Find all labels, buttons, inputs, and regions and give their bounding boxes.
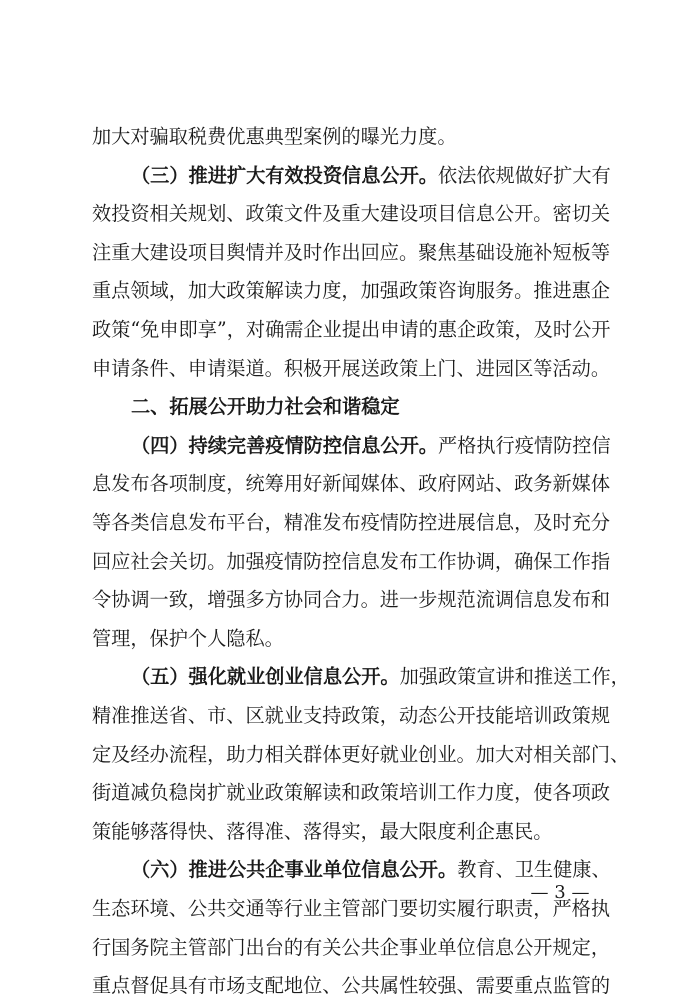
paragraph-text: 教育、卫生健康、 bbox=[457, 858, 611, 882]
text-line: 政策“免申即享”，对确需企业提出申请的惠企政策，及时公开 bbox=[92, 318, 611, 341]
text-line: 注重大建设项目舆情并及时作出回应。聚焦基础设施补短板等 bbox=[92, 240, 611, 264]
subsection-title: （三）推进扩大有效投资信息公开。 bbox=[131, 163, 438, 187]
paragraph-text: 依法依规做好扩大有 bbox=[438, 163, 611, 187]
text-line: 重点督促具有市场支配地位、公共属性较强、需要重点监管的 bbox=[92, 974, 611, 998]
subsection-title: （六）推进公共企事业单位信息公开。 bbox=[131, 858, 458, 882]
text-line: 令协调一致，增强多方协同合力。进一步规范流调信息发布和 bbox=[92, 588, 611, 612]
paragraph-text: 严格执行疫情防控信 bbox=[438, 433, 611, 457]
text-line bbox=[131, 664, 630, 690]
text-line: 管理，保护个人隐私。 bbox=[92, 626, 284, 650]
section-heading: 二、拓展公开助力社会和谐稳定 bbox=[131, 395, 400, 419]
text-line: 街道减负稳岗扩就业政策解读和政策培训工作力度，使各项政 bbox=[92, 781, 611, 805]
text-line: 效投资相关规划、政策文件及重大建设项目信息公开。密切关 bbox=[92, 202, 611, 226]
text-line bbox=[131, 857, 611, 883]
text-line: 定及经办流程，助力相关群体更好就业创业。加大对相关部门、 bbox=[92, 742, 630, 766]
text-line: 策能够落得快、落得准、落得实，最大限度利企惠民。 bbox=[92, 819, 553, 843]
page-number: — 3 — bbox=[530, 882, 590, 903]
text-line: 息发布各项制度，统筹用好新闻媒体、政府网站、政务新媒体 bbox=[92, 472, 611, 496]
text-line: 等各类信息发布平台，精准发布疫情防控进展信息，及时充分 bbox=[92, 511, 611, 534]
text-line: 行国务院主管部门出台的有关公共企事业单位信息公开规定， bbox=[92, 935, 611, 959]
subsection-title: （四）持续完善疫情防控信息公开。 bbox=[131, 433, 438, 457]
text-line: 回应社会关切。加强疫情防控信息发布工作协调，确保工作指 bbox=[92, 549, 611, 573]
text-line: 生态环境、公共交通等行业主管部门要切实履行职责，严格执 bbox=[92, 897, 611, 920]
paragraph-text: 加强政策宣讲和推送工作， bbox=[399, 665, 630, 689]
text-line bbox=[131, 433, 611, 459]
text-line bbox=[131, 163, 611, 189]
text-line: 加大对骗取税费优惠典型案例的曝光力度。 bbox=[92, 125, 457, 148]
text-line: 精准推送省、市、区就业支持政策，动态公开技能培训政策规 bbox=[92, 704, 611, 727]
text-line: 重点领域，加大政策解读力度，加强政策咨询服务。推进惠企 bbox=[92, 279, 611, 303]
subsection-title: （五）强化就业创业信息公开。 bbox=[131, 665, 400, 689]
text-line: 申请条件、申请渠道。积极开展送政策上门、进园区等活动。 bbox=[92, 356, 611, 380]
text-line bbox=[131, 394, 584, 420]
